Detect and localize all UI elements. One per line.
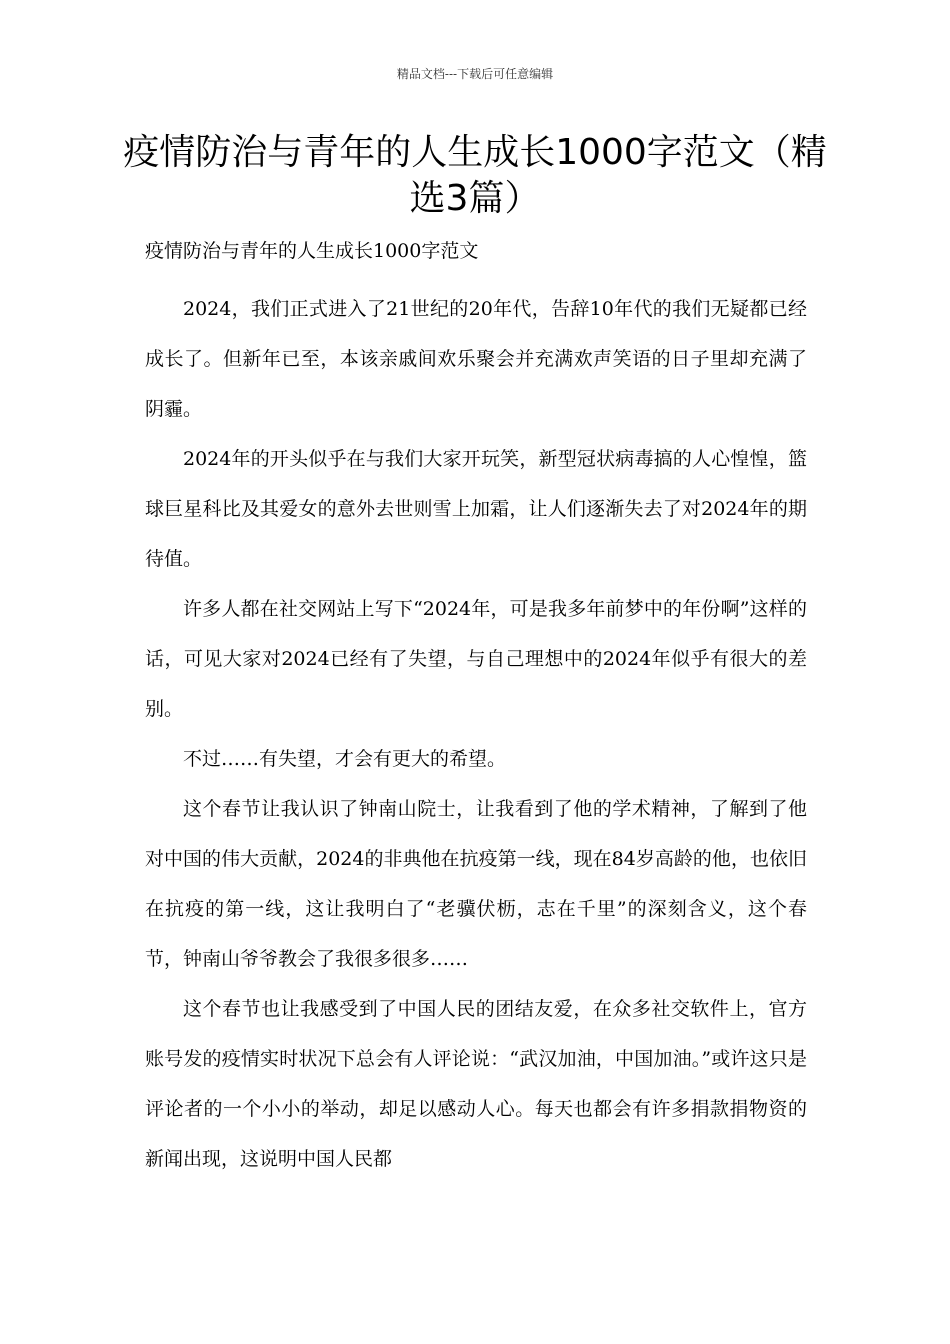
document-subtitle: 疫情防治与青年的人生成长1000字范文 <box>145 240 479 262</box>
page-header: 精品文档---下载后可任意编辑 <box>396 67 554 81</box>
paragraph: 这个春节也让我感受到了中国人民的团结友爱，在众多社交软件上，官方账号发的疫情实时状况下总会有人评论说：“武汉加油，中国加油。”或许这只是评论者的一个小小的举动，却足以感动人心。每天也都会有许多捐款捐物资的新闻出现，这说明中国人民都 <box>145 998 807 1170</box>
paragraph: 2024年的开头似乎在与我们大家开玩笑，新型冠状病毒搞的人心惶惶，篮球巨星科比及其爱女的意外去世则雪上加霜，让人们逐渐失去了对2024年的期待值。 <box>145 448 807 570</box>
document-title: 疫情防治与青年的人生成长1000字范文（精选3篇） <box>123 132 827 219</box>
paragraph: 许多人都在社交网站上写下“2024年，可是我多年前梦中的年份啊”这样的话，可见大家对2024已经有了失望，与自己理想中的2024年似乎有很大的差别。 <box>145 598 807 720</box>
paragraph: 2024，我们正式进入了21世纪的20年代，告辞10年代的我们无疑都已经成长了。但新年已至，本该亲戚间欢乐聚会并充满欢声笑语的日子里却充满了阴霾。 <box>145 298 807 420</box>
document-body <box>145 284 807 1184</box>
paragraph: 不过……有失望，才会有更大的希望。 <box>183 748 507 770</box>
paragraph: 这个春节让我认识了钟南山院士，让我看到了他的学术精神，了解到了他对中国的伟大贡献，2024的非典他在抗疫第一线，现在84岁高龄的他，也依旧在抗疫的第一线，这让我明白了“老骥伏枥，志在千里”的深刻含义，这个春节，钟南山爷爷教会了我很多很多…… <box>145 798 807 970</box>
